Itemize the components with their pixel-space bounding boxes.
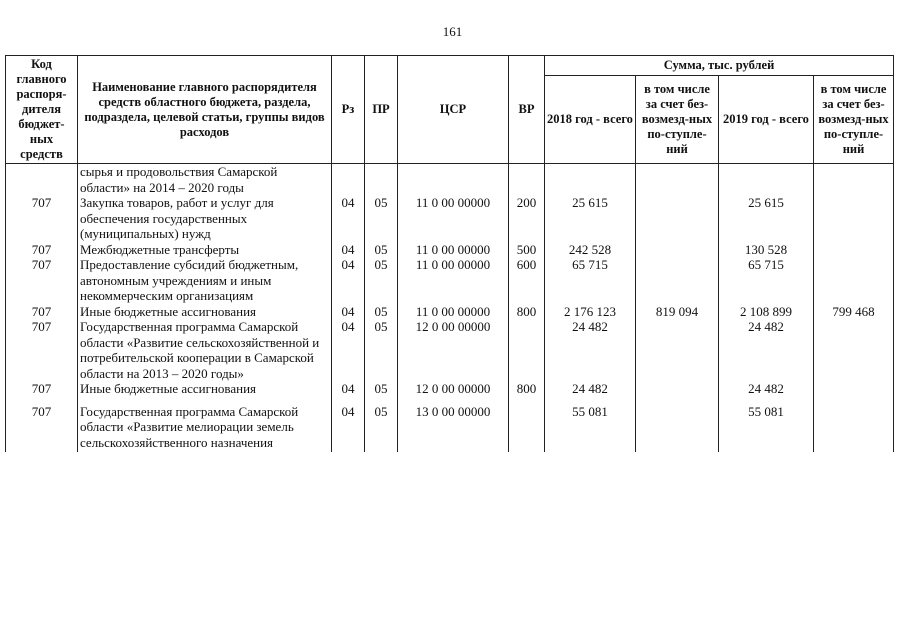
- cell-code: 707: [6, 195, 78, 242]
- cell-2018-total: 65 715: [545, 257, 636, 304]
- cell-vr: 500: [509, 242, 545, 258]
- cell-2018-total: 24 482: [545, 319, 636, 381]
- cell-pr: 05: [365, 319, 398, 381]
- cell-rz: 04: [332, 381, 365, 397]
- header-2019-total: 2019 год - всего: [719, 76, 814, 164]
- header-pr: ПР: [365, 56, 398, 164]
- cell-code: 707: [6, 257, 78, 304]
- cell-2019-free: 799 468: [814, 304, 894, 320]
- cell-csr: 12 0 00 00000: [398, 319, 509, 381]
- cell-2018-total: 55 081: [545, 397, 636, 453]
- cell-rz: 04: [332, 257, 365, 304]
- cell-pr: 05: [365, 242, 398, 258]
- cell-2019-total: 55 081: [719, 397, 814, 453]
- header-vr: ВР: [509, 56, 545, 164]
- cell-2019-free: [814, 257, 894, 304]
- cell-2018-free: 819 094: [636, 304, 719, 320]
- header-2019-free: в том числе за счет без-возмезд-ных по-ступле-ний: [814, 76, 894, 164]
- cell-name: Предоставление субсидий бюджетным, автономным учреждениям и иным некоммерческим организациям: [78, 257, 332, 304]
- cell-rz: 04: [332, 397, 365, 453]
- page-number: 161: [442, 24, 463, 39]
- cell-2018-free: [636, 242, 719, 258]
- cell-name: Государственная программа Самарской области «Развитие мелиорации земель сельскохозяйственного назначения: [78, 397, 332, 453]
- cell-name: Государственная программа Самарской области «Развитие сельскохозяйственной и потребительской кооперации в Самарской области на 2013 – 2020 годы»: [78, 319, 332, 381]
- cell-rz: 04: [332, 319, 365, 381]
- table-row: [6, 319, 894, 381]
- cell-csr: 11 0 00 00000: [398, 195, 509, 242]
- cell-csr: [398, 164, 509, 196]
- cell-2018-free: [636, 397, 719, 453]
- table-row: [6, 304, 894, 320]
- cell-code: 707: [6, 319, 78, 381]
- cell-2018-free: [636, 381, 719, 397]
- header-rz: Рз: [332, 56, 365, 164]
- header-sum: Сумма, тыс. рублей: [545, 56, 894, 76]
- cell-pr: 05: [365, 304, 398, 320]
- cell-pr: 05: [365, 381, 398, 397]
- header-code: Код главного распоря-дителя бюджет-ных средств: [6, 56, 78, 164]
- cell-2018-free: [636, 164, 719, 196]
- cell-pr: [365, 164, 398, 196]
- table-row: [6, 164, 894, 196]
- cell-2019-total: 65 715: [719, 257, 814, 304]
- cell-csr: 11 0 00 00000: [398, 242, 509, 258]
- cell-vr: 800: [509, 381, 545, 397]
- cell-vr: [509, 164, 545, 196]
- cell-pr: 05: [365, 195, 398, 242]
- cell-2019-total: [719, 164, 814, 196]
- cell-code: 707: [6, 242, 78, 258]
- cell-name: Иные бюджетные ассигнования: [78, 304, 332, 320]
- cell-csr: 12 0 00 00000: [398, 381, 509, 397]
- table-row: [6, 397, 894, 453]
- cell-code: [6, 164, 78, 196]
- cell-rz: [332, 164, 365, 196]
- cell-vr: [509, 397, 545, 453]
- header-csr: ЦСР: [398, 56, 509, 164]
- header-name: Наименование главного распорядителя средств областного бюджета, раздела, подраздела, целевой статьи, группы видов расходов: [78, 56, 332, 164]
- cell-2018-total: 2 176 123: [545, 304, 636, 320]
- cell-2019-free: [814, 195, 894, 242]
- cell-csr: 11 0 00 00000: [398, 304, 509, 320]
- cell-2019-free: [814, 164, 894, 196]
- table-row: [6, 242, 894, 258]
- cell-code: 707: [6, 397, 78, 453]
- cell-name: Межбюджетные трансферты: [78, 242, 332, 258]
- header-2018-total: 2018 год - всего: [545, 76, 636, 164]
- cell-2019-free: [814, 242, 894, 258]
- cell-rz: 04: [332, 195, 365, 242]
- cell-csr: 11 0 00 00000: [398, 257, 509, 304]
- table-body: [6, 164, 894, 453]
- cell-code: 707: [6, 381, 78, 397]
- table-row: [6, 195, 894, 242]
- cell-2018-free: [636, 257, 719, 304]
- cell-2019-total: 24 482: [719, 319, 814, 381]
- cell-code: 707: [6, 304, 78, 320]
- cell-2019-total: 25 615: [719, 195, 814, 242]
- cell-name: Закупка товаров, работ и услуг для обеспечения государственных (муниципальных) нужд: [78, 195, 332, 242]
- cell-2018-free: [636, 195, 719, 242]
- cell-2019-free: [814, 397, 894, 453]
- cell-2019-free: [814, 319, 894, 381]
- cell-2018-total: 24 482: [545, 381, 636, 397]
- cell-2018-total: 242 528: [545, 242, 636, 258]
- cell-2019-total: 130 528: [719, 242, 814, 258]
- cell-pr: 05: [365, 257, 398, 304]
- table-header: [6, 56, 894, 164]
- cell-rz: 04: [332, 242, 365, 258]
- cell-pr: 05: [365, 397, 398, 453]
- cell-2018-total: 25 615: [545, 195, 636, 242]
- table-row: [6, 381, 894, 397]
- header-2018-free: в том числе за счет без-возмезд-ных по-ступле-ний: [636, 76, 719, 164]
- table-row: [6, 257, 894, 304]
- cell-vr: 200: [509, 195, 545, 242]
- cell-vr: 600: [509, 257, 545, 304]
- cell-vr: [509, 319, 545, 381]
- cell-rz: 04: [332, 304, 365, 320]
- cell-2018-free: [636, 319, 719, 381]
- cell-vr: 800: [509, 304, 545, 320]
- cell-2019-total: 24 482: [719, 381, 814, 397]
- budget-table: [5, 55, 894, 452]
- cell-name: Иные бюджетные ассигнования: [78, 381, 332, 397]
- cell-2019-free: [814, 381, 894, 397]
- cell-2019-total: 2 108 899: [719, 304, 814, 320]
- cell-2018-total: [545, 164, 636, 196]
- cell-name: сырья и продовольствия Самарской области» на 2014 – 2020 годы: [78, 164, 332, 196]
- cell-csr: 13 0 00 00000: [398, 397, 509, 453]
